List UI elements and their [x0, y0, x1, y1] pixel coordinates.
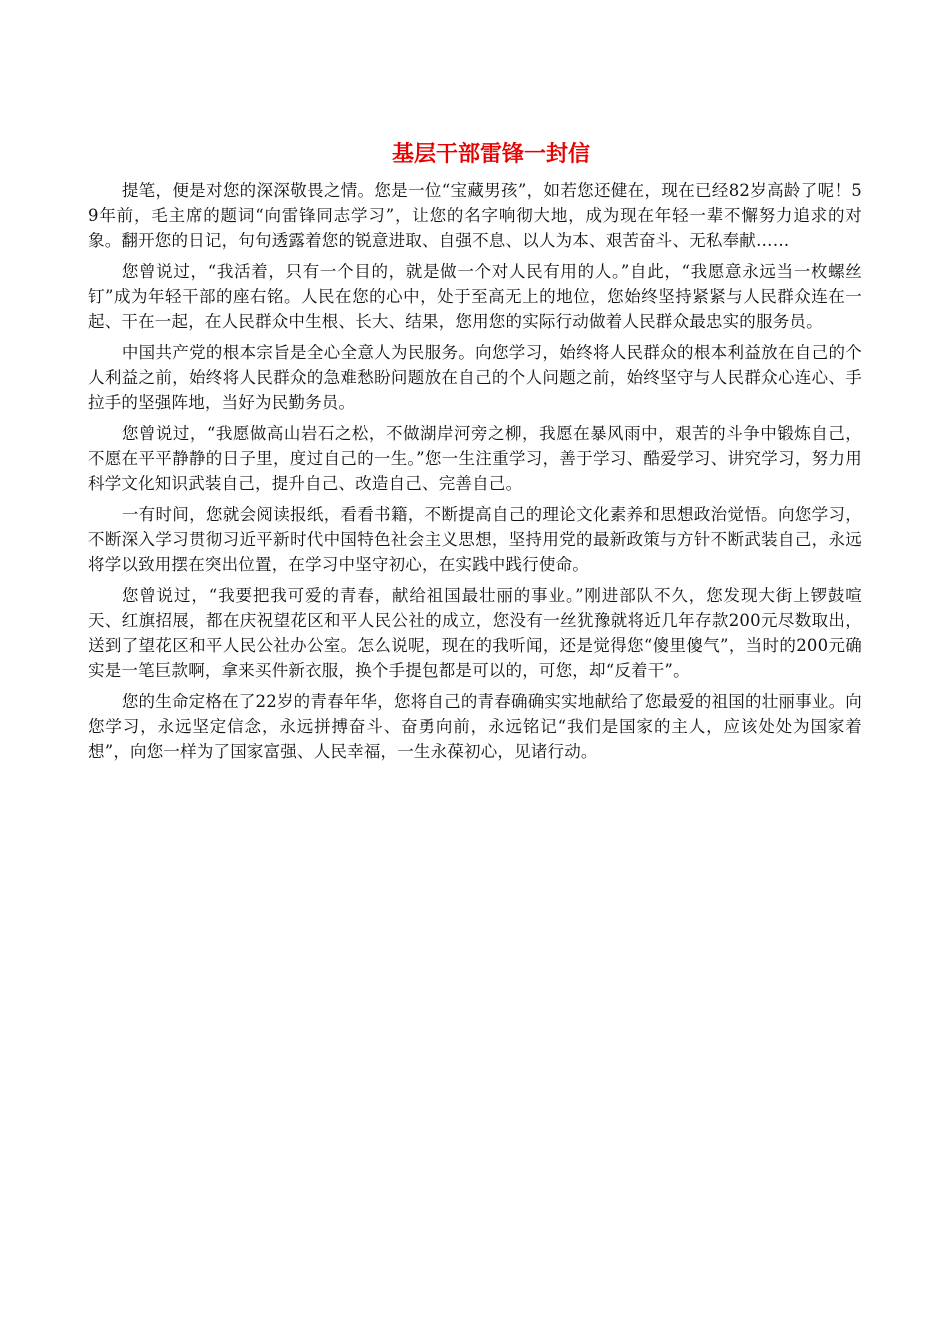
paragraph-7: 您的生命定格在了22岁的青春年华，您将自己的青春确确实实地献给了您最爱的祖国的壮丽事业。向您学习，永远坚定信念，永远拼搏奋斗、奋勇向前，永远铭记“我们是国家的主人，应该处处为国家着想”，向您一样为了国家富强、人民幸福，一生永葆初心，见诸行动。	[88, 692, 862, 761]
paragraph-1: 提笔，便是对您的深深敬畏之情。您是一位“宝藏男孩”，如若您还健在，现在已经82岁高龄了呢！59年前，毛主席的题词“向雷锋同志学习”，让您的名字响彻大地，成为现在年轻一辈不懈努力追求的对象。翻开您的日记，句句透露着您的锐意进取、自强不息、以人为本、艰苦奋斗、无私奉献……	[88, 181, 862, 250]
paragraph-6: 您曾说过，“我要把我可爱的青春，献给祖国最壮丽的事业。”刚进部队不久，您发现大街上锣鼓喧天、红旗招展，都在庆祝望花区和平人民公社的成立，您没有一丝犹豫就将近几年存款200元尽数取出，送到了望花区和平人民公社办公室。怎么说呢，现在的我听闻，还是觉得您“傻里傻气”，当时的200元确实是一笔巨款啊，拿来买件新衣服，换个手提包都是可以的，可您，却“反着干”。	[88, 586, 862, 680]
paragraph-4: 您曾说过，“我愿做高山岩石之松，不做湖岸河旁之柳，我愿在暴风雨中，艰苦的斗争中锻炼自己，不愿在平平静静的日子里，度过自己的一生。”您一生注重学习，善于学习、酷爱学习、讲究学习，努力用科学文化知识武装自己，提升自己、改造自己、完善自己。	[88, 424, 862, 493]
paragraph-3: 中国共产党的根本宗旨是全心全意人为民服务。向您学习，始终将人民群众的根本利益放在自己的个人利益之前，始终将人民群众的急难愁盼问题放在自己的个人问题之前，始终坚守与人民群众心连心、手拉手的坚强阵地，当好为民勤务员。	[88, 343, 862, 412]
document-page	[88, 138, 862, 770]
document-title: 基层干部雷锋一封信	[391, 141, 590, 167]
paragraph-5: 一有时间，您就会阅读报纸，看看书籍，不断提高自己的理论文化素养和思想政治觉悟。向您学习，不断深入学习贯彻习近平新时代中国特色社会主义思想，坚持用党的最新政策与方针不断武装自己，永远将学以致用摆在突出位置，在学习中坚守初心，在实践中践行使命。	[88, 505, 862, 574]
paragraph-2: 您曾说过，“我活着，只有一个目的，就是做一个对人民有用的人。”自此，“我愿意永远当一枚螺丝钉”成为年轻干部的座右铭。人民在您的心中，处于至高无上的地位，您始终坚持紧紧与人民群众连在一起、干在一起，在人民群众中生根、长大、结果，您用您的实际行动做着人民群众最忠实的服务员。	[88, 262, 862, 331]
